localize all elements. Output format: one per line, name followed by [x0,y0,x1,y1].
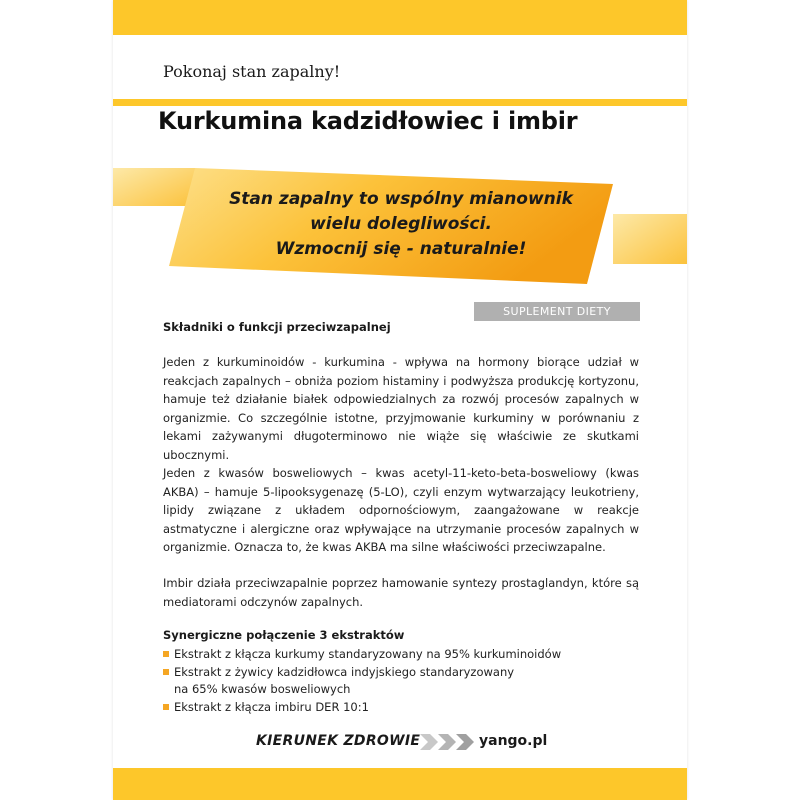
banner-line-2: wielu dolegliwości. [310,214,492,234]
banner-line-1: Stan zapalny to wspólny mianownik [229,189,573,209]
bottom-yellow-band [113,768,687,800]
tagline: Pokonaj stan zapalny! [163,62,341,81]
banner-line-3: Wzmocnij się - naturalnie! [275,239,527,259]
square-bullet-icon [163,669,169,675]
banner-text [203,187,599,262]
page-title: Kurkumina kadzidłowiec i imbir [158,107,578,135]
footer-website: yango.pl [479,733,548,749]
list-item: Ekstrakt z żywicy kadzidłowca indyjskiego standaryzowany [163,664,643,682]
title-underline-bar [113,99,687,106]
ribbon-fold-right [613,214,687,264]
list-item-continuation: na 65% kwasów bosweliowych [174,682,351,696]
list-item: Ekstrakt z kłącza kurkumy standaryzowany na 95% kurkuminoidów [163,646,643,664]
supplement-badge: SUPLEMENT DIETY [474,302,640,321]
section-title: Składniki o funkcji przeciwzapalnej [163,320,391,334]
footer-brand-slogan: KIERUNEK ZDROWIE [256,733,421,749]
leaflet-page [113,0,687,800]
paragraph-ginger: Imbir działa przeciwzapalnie poprzez hamowanie syntezy prostaglandyn, które są mediatorami odczynów zapalnych. [163,576,639,609]
ribbon-fold-left [113,168,195,206]
list-item: Ekstrakt z kłącza imbiru DER 10:1 [163,699,643,717]
synergy-list [163,646,643,716]
triple-chevron-arrows-icon [420,732,476,752]
synergy-title: Synergiczne połączenie 3 ekstraktów [163,628,405,642]
paragraph-boswellia: Jeden z kwasów bosweliowych – kwas acetyl-11-keto-beta-bosweliowy (kwas AKBA) – hamuje 5-lipooksygenazę (5-LO), czyli enzym wytwarzający leukotrieny, lipidy związane z układem odpornościowym, zaangażowane w reakcje astmatyczne i alergiczne oraz wpływające na utrzymanie procesów zapalnych w organizmie. Oznacza to, że kwas AKBA ma silne właściwości przeciwzapalne. [163,466,639,555]
top-yellow-band [113,0,687,35]
square-bullet-icon [163,651,169,657]
paragraph-curcumin: Jeden z kurkuminoidów - kurkumina - wpływa na hormony biorące udział w reakcjach zapalnych – obniża poziom histaminy i podwyższa produkcję kortyzonu, hamuje też działanie białek odpowiedzialnych za rozwój procesów zapalnych w organizmie. Co szczególnie istotne, przyjmowanie kurkuminy w porównaniu z lekami zażywanymi długoterminowo nie wiąże się właściwie ze skutkami ubocznymi. [163,355,639,462]
square-bullet-icon [163,704,169,710]
